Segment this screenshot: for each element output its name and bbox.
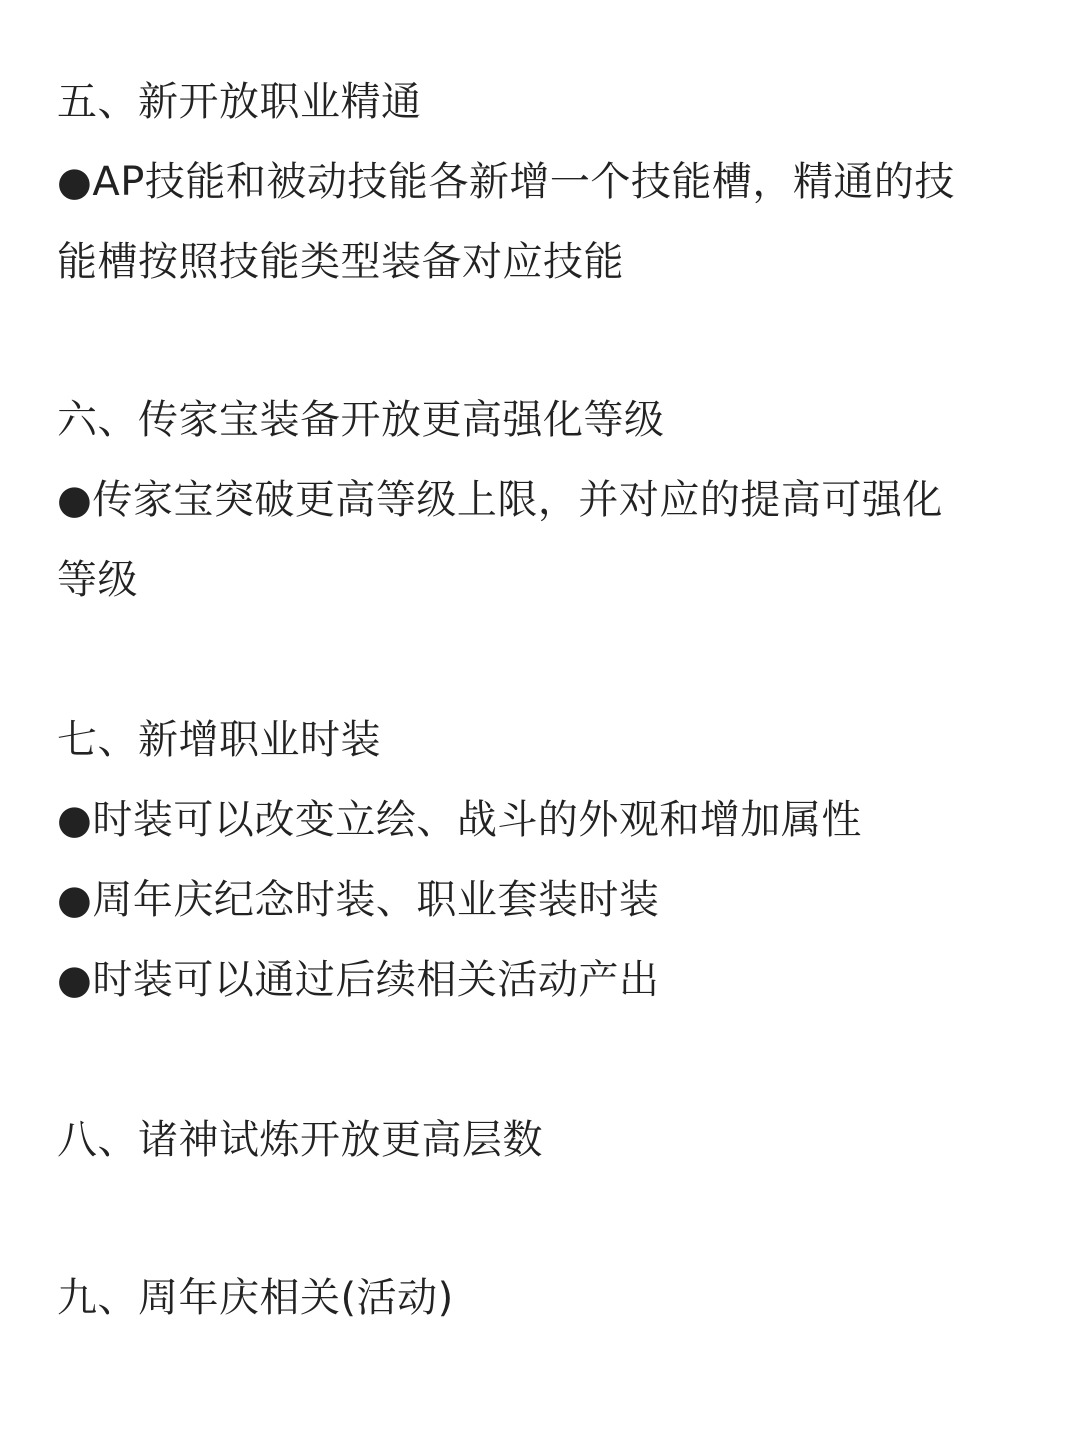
bullet-item: ●AP技能和被动技能各新增一个技能槽，精通的技	[57, 159, 955, 205]
bullet-item-continuation: 等级	[57, 557, 138, 603]
bullet-item: ●时装可以改变立绘、战斗的外观和增加属性	[57, 797, 862, 843]
section-heading-7: 七、新增职业时装	[57, 717, 381, 763]
bullet-item: ●传家宝突破更高等级上限，并对应的提高可强化	[57, 477, 943, 523]
bullet-item-continuation: 能槽按照技能类型装备对应技能	[57, 239, 624, 285]
bullet-item: ●时装可以通过后续相关活动产出	[57, 957, 660, 1003]
section-heading-8: 八、诸神试炼开放更高层数	[57, 1117, 543, 1163]
section-heading-5: 五、新开放职业精通	[57, 79, 422, 125]
section-heading-6: 六、传家宝装备开放更高强化等级	[57, 397, 665, 443]
section-heading-9: 九、周年庆相关(活动)	[57, 1275, 454, 1321]
bullet-item: ●周年庆纪念时装、职业套装时装	[57, 877, 660, 923]
